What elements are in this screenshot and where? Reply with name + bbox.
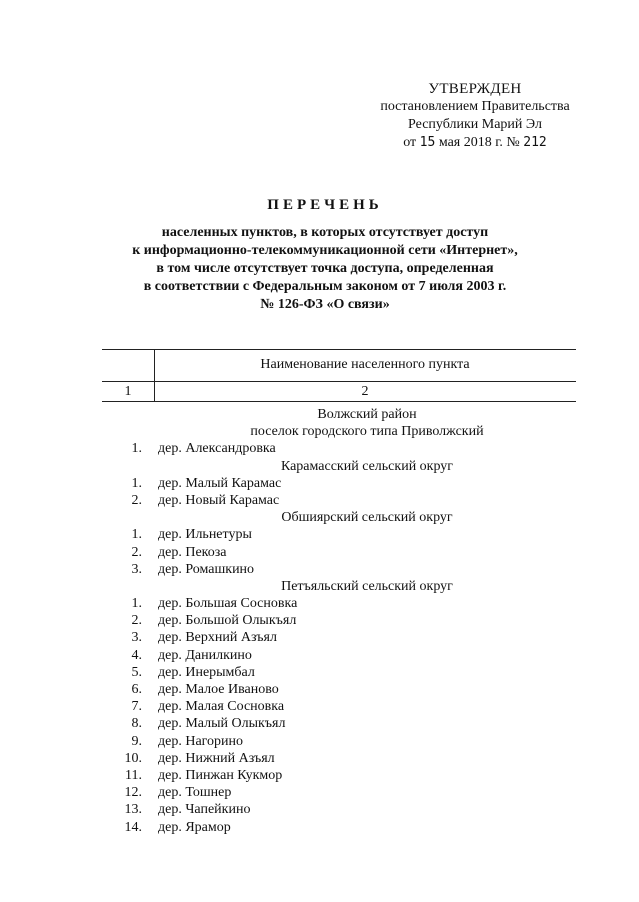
settlement-name: дер. Чапейкино xyxy=(158,802,251,818)
table-row xyxy=(102,475,576,492)
table-row xyxy=(102,681,576,698)
column-header-name: Наименование населенного пункта xyxy=(260,357,470,372)
section-heading-text: Карамасский сельский округ xyxy=(280,458,454,474)
row-number: 10. xyxy=(124,750,142,766)
table-row xyxy=(102,492,576,509)
approval-line-1: постановлением Правительства xyxy=(380,99,570,114)
settlement-name: дер. Новый Карамас xyxy=(158,492,280,508)
row-number: 2. xyxy=(131,492,142,508)
table-row xyxy=(102,561,576,578)
row-number: 1. xyxy=(131,527,142,543)
settlement-name: дер. Большая Сосновка xyxy=(158,596,298,612)
section-heading xyxy=(102,578,576,595)
table-row xyxy=(102,647,576,664)
settlement-name: дер. Нагорино xyxy=(158,733,244,749)
row-number: 12. xyxy=(124,785,142,801)
section-heading xyxy=(102,423,576,440)
row-number: 1. xyxy=(131,596,142,612)
heading-line-4: в соответствии с Федеральным законом от 7 июля 2003 г. xyxy=(143,279,507,294)
table-row xyxy=(102,544,576,561)
table-row xyxy=(102,629,576,646)
row-number: 6. xyxy=(131,682,142,697)
section-heading-text: Петъяльский сельский округ xyxy=(281,578,453,594)
date-prefix: от xyxy=(403,135,420,150)
row-number: 8. xyxy=(131,716,142,732)
table-row xyxy=(102,664,576,681)
settlement-name: дер. Малое Иваново xyxy=(158,682,279,697)
row-number: 11. xyxy=(125,767,142,783)
approval-stamp xyxy=(330,80,620,152)
heading-line-1: населенных пунктов, в которых отсутствует доступ xyxy=(161,225,489,240)
settlement-name: дер. Ильнетуры xyxy=(158,527,252,543)
table-row xyxy=(102,612,576,629)
table-row xyxy=(102,819,576,836)
settlement-name: дер. Инерымбал xyxy=(158,664,255,680)
settlement-name: дер. Малая Сосновка xyxy=(158,699,285,715)
document-title: ПЕРЕЧЕНЬ xyxy=(267,197,383,213)
section-heading-text: поселок городского типа Приволжский xyxy=(250,424,484,440)
row-number: 2. xyxy=(131,544,142,560)
settlement-name: дер. Большой Олыкъял xyxy=(158,613,297,629)
table-row xyxy=(102,801,576,818)
row-number: 14. xyxy=(124,819,142,835)
table-row xyxy=(102,526,576,543)
table-row xyxy=(102,784,576,801)
settlement-name: дер. Александровка xyxy=(158,441,276,457)
section-heading xyxy=(102,458,576,475)
settlement-name: дер. Пинжан Кукмор xyxy=(158,767,283,783)
column-number-2: 2 xyxy=(361,384,369,399)
approval-date xyxy=(330,134,620,152)
row-number: 1. xyxy=(131,475,142,491)
date-number: 212 xyxy=(523,135,547,150)
approval-line-2: Республики Марий Эл xyxy=(408,117,542,132)
settlement-name: дер. Тошнер xyxy=(158,785,232,801)
row-number: 1. xyxy=(131,441,142,457)
table-row xyxy=(102,733,576,750)
settlement-name: дер. Данилкино xyxy=(158,647,252,663)
row-number: 9. xyxy=(131,733,142,749)
settlement-name: дер. Нижний Азъял xyxy=(158,750,275,766)
settlement-name: дер. Ярамор xyxy=(158,819,231,835)
section-heading xyxy=(102,406,576,423)
table-row xyxy=(102,750,576,767)
table-row xyxy=(102,767,576,784)
heading-line-3: в том числе отсутствует точка доступа, определенная xyxy=(156,261,494,276)
row-number: 4. xyxy=(131,647,142,663)
row-number: 2. xyxy=(131,613,142,629)
settlement-name: дер. Ромашкино xyxy=(158,561,255,577)
heading-line-5: № 126-ФЗ «О связи» xyxy=(260,297,390,312)
settlement-name: дер. Малый Карамас xyxy=(158,475,282,491)
column-number-1: 1 xyxy=(124,384,132,399)
section-heading-text: Обшиярский сельский округ xyxy=(281,510,453,526)
table-row xyxy=(102,440,576,457)
approval-title: УТВЕРЖДЕН xyxy=(428,81,522,97)
date-day: 15 xyxy=(419,135,436,150)
settlement-name: дер. Пекоза xyxy=(158,544,227,560)
table-header-border xyxy=(102,381,576,382)
section-heading xyxy=(102,509,576,526)
date-mid: мая 2018 г. № xyxy=(435,135,524,150)
settlement-name: дер. Верхний Азъял xyxy=(158,630,277,646)
row-number: 3. xyxy=(131,561,142,577)
row-number: 5. xyxy=(131,664,142,680)
row-number: 3. xyxy=(131,630,142,646)
table-row xyxy=(102,595,576,612)
table-row xyxy=(102,698,576,715)
settlements-list xyxy=(102,406,576,836)
table-numbers-border xyxy=(102,401,576,402)
row-number: 13. xyxy=(124,802,142,818)
section-heading-text: Волжский район xyxy=(317,407,417,422)
table-top-border xyxy=(102,349,576,350)
heading-line-2: к информационно-телекоммуникационной сети «Интернет», xyxy=(132,243,518,258)
table-row xyxy=(102,715,576,732)
document-heading xyxy=(110,196,540,314)
settlement-name: дер. Малый Олыкъял xyxy=(158,716,286,732)
row-number: 7. xyxy=(131,699,142,715)
